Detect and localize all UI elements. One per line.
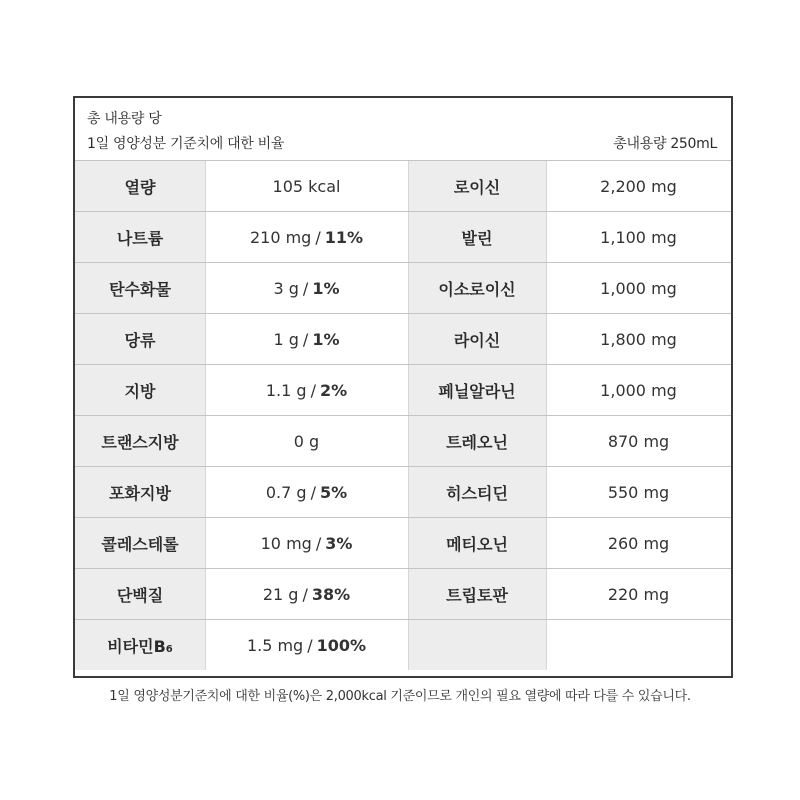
table-row	[75, 160, 731, 211]
nutrient-value	[205, 365, 408, 415]
total-volume-label: 총내용량 250mL	[613, 136, 717, 152]
nutrient-name: 트랜스지방	[75, 416, 205, 466]
table-row	[75, 262, 731, 313]
nutrient-value	[205, 212, 408, 262]
column-divider	[546, 314, 547, 364]
column-divider	[408, 161, 409, 211]
table-row	[75, 364, 731, 415]
column-divider	[546, 569, 547, 619]
table-row	[75, 211, 731, 262]
table-row	[75, 415, 731, 466]
column-divider	[408, 620, 409, 670]
daily-value-percent: 5%	[319, 482, 348, 502]
column-divider	[205, 161, 206, 211]
nutrient-name-subscript: 6	[165, 643, 173, 655]
value-separator: /	[302, 278, 309, 298]
nutrient-name: 탄수화물	[75, 263, 205, 313]
nutrient-name: 지방	[75, 365, 205, 415]
nutrient-value	[205, 263, 408, 313]
nutrient-amount: 0.7 g	[265, 482, 307, 502]
nutrient-name: 나트륨	[75, 212, 205, 262]
nutrient-amount: 1.5 mg	[246, 635, 304, 655]
column-divider	[205, 365, 206, 415]
daily-value-percent: 1%	[312, 329, 340, 349]
column-divider	[205, 212, 206, 262]
nutrient-amount: 3 g	[273, 278, 299, 298]
daily-value-percent: 2%	[319, 380, 348, 400]
amino-acid-value: 550 mg	[546, 467, 731, 517]
amino-acid-name: 페닐알라닌	[408, 365, 546, 415]
column-divider	[205, 620, 206, 670]
nutrient-name: 콜레스테롤	[75, 518, 205, 568]
amino-acid-name: 로이신	[408, 161, 546, 211]
nutrient-value	[205, 467, 408, 517]
nutrient-name: 열량	[75, 161, 205, 211]
amino-acid-name: 메티오닌	[408, 518, 546, 568]
nutrient-value	[205, 569, 408, 619]
amino-acid-value: 870 mg	[546, 416, 731, 466]
amino-acid-name: 히스티딘	[408, 467, 546, 517]
column-divider	[205, 314, 206, 364]
column-divider	[408, 467, 409, 517]
amino-acid-value: 1,000 mg	[546, 263, 731, 313]
column-divider	[408, 416, 409, 466]
amino-acid-name	[408, 620, 546, 670]
serving-basis-label: 총 내용량 당	[87, 111, 162, 127]
amino-acid-value: 1,000 mg	[546, 365, 731, 415]
nutrient-amount: 21 g	[262, 584, 299, 604]
nutrition-header	[75, 98, 731, 160]
value-separator: /	[302, 329, 309, 349]
nutrient-value	[205, 620, 408, 670]
column-divider	[546, 416, 547, 466]
daily-value-footnote: 1일 영양성분기준치에 대한 비율(%)은 2,000kcal 기준이므로 개인의 필요 열량에 따라 다를 수 있습니다.	[109, 689, 691, 704]
column-divider	[205, 263, 206, 313]
nutrient-value	[205, 161, 408, 211]
table-row	[75, 568, 731, 619]
nutrient-amount: 105 kcal	[272, 176, 341, 196]
daily-value-percent: 1%	[312, 278, 340, 298]
nutrient-amount: 0 g	[293, 431, 320, 451]
value-separator: /	[302, 584, 308, 604]
column-divider	[408, 263, 409, 313]
value-separator: /	[315, 227, 321, 247]
value-separator: /	[310, 482, 316, 502]
daily-value-label: 1일 영양성분 기준치에 대한 비율	[87, 136, 285, 152]
nutrient-amount: 1 g	[273, 329, 299, 349]
column-divider	[546, 518, 547, 568]
amino-acid-value: 2,200 mg	[546, 161, 731, 211]
column-divider	[546, 620, 547, 670]
column-divider	[546, 467, 547, 517]
daily-value-percent: 38%	[311, 584, 351, 604]
column-divider	[408, 314, 409, 364]
column-divider	[408, 212, 409, 262]
amino-acid-name: 발린	[408, 212, 546, 262]
value-separator: /	[315, 533, 322, 553]
column-divider	[546, 212, 547, 262]
nutrient-amount: 210 mg	[249, 227, 312, 247]
nutrient-amount: 10 mg	[260, 533, 312, 553]
nutrient-value	[205, 416, 408, 466]
nutrient-amount: 1.1 g	[265, 380, 307, 400]
column-divider	[205, 569, 206, 619]
column-divider	[546, 365, 547, 415]
amino-acid-value	[546, 620, 731, 670]
table-row	[75, 517, 731, 568]
amino-acid-value: 1,100 mg	[546, 212, 731, 262]
column-divider	[408, 569, 409, 619]
nutrition-facts-panel	[73, 96, 733, 678]
column-divider	[546, 161, 547, 211]
nutrient-name: 포화지방	[75, 467, 205, 517]
nutrient-name: 비타민B $_6$	[75, 620, 205, 670]
value-separator: /	[307, 635, 313, 655]
daily-value-percent: 11%	[324, 227, 364, 247]
table-row	[75, 313, 731, 364]
column-divider	[546, 263, 547, 313]
nutrient-name: 당류	[75, 314, 205, 364]
nutrient-value	[205, 314, 408, 364]
column-divider	[408, 518, 409, 568]
amino-acid-name: 트립토판	[408, 569, 546, 619]
amino-acid-name: 이소로이신	[408, 263, 546, 313]
amino-acid-name: 트레오닌	[408, 416, 546, 466]
nutrient-value	[205, 518, 408, 568]
nutrient-name: 단백질	[75, 569, 205, 619]
amino-acid-value: 1,800 mg	[546, 314, 731, 364]
amino-acid-value: 220 mg	[546, 569, 731, 619]
table-row	[75, 619, 731, 670]
column-divider	[408, 365, 409, 415]
daily-value-percent: 100%	[316, 635, 367, 655]
value-separator: /	[310, 380, 316, 400]
amino-acid-value: 260 mg	[546, 518, 731, 568]
column-divider	[205, 467, 206, 517]
daily-value-percent: 3%	[325, 533, 353, 553]
column-divider	[205, 518, 206, 568]
amino-acid-name: 라이신	[408, 314, 546, 364]
column-divider	[205, 416, 206, 466]
table-row	[75, 466, 731, 517]
